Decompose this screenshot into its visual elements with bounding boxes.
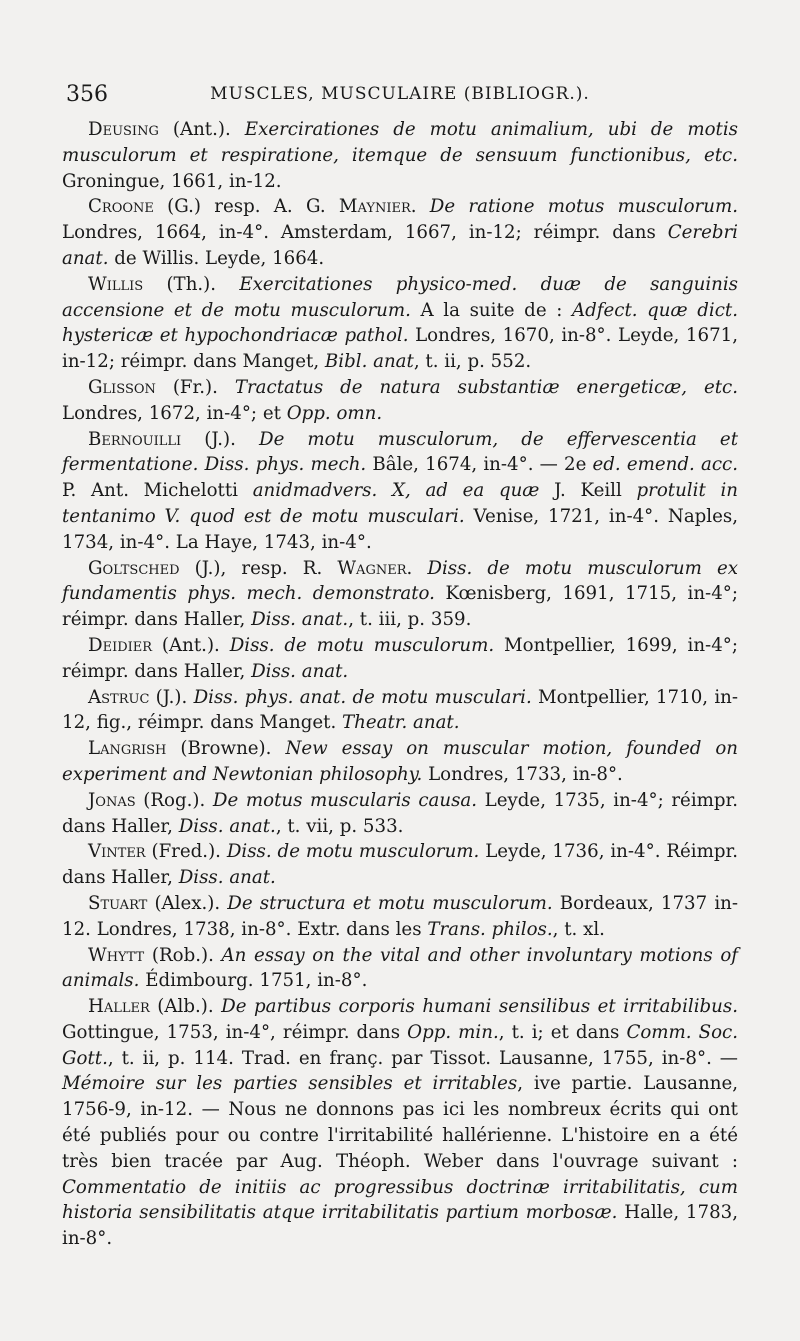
entry-coauthor: Maynier bbox=[338, 196, 411, 218]
entry-coauthor-suffix: . bbox=[406, 557, 428, 579]
entry-title: Diss. de motu musculorum ex fundamentis phys. mech. demonstrato. bbox=[62, 557, 738, 605]
entry-author: Jonas bbox=[88, 789, 136, 811]
entry-author-suffix: (Ant.). bbox=[158, 119, 245, 140]
entry-title: De motu musculorum, de effervescentia et fermentatione. Diss. phys. mech. bbox=[62, 428, 739, 476]
entry-author-suffix: (Ant.). bbox=[152, 634, 230, 656]
bibliography-entry bbox=[62, 375, 738, 427]
entry-ref-title: Diss. anat. bbox=[178, 867, 276, 889]
entry-details: , t. iii, p. 359. bbox=[348, 609, 472, 631]
entry-details: , t. ii, p. 552. bbox=[413, 351, 532, 373]
entry-author: Whytt bbox=[88, 944, 145, 966]
entry-title: Exercitationes physico-med. duæ de sanguinis accensione et de motu musculorum. bbox=[62, 273, 738, 321]
bibliography-entry bbox=[62, 994, 738, 1252]
entry-ref-title: Commentatio de initiis ac progressibus doctrinæ irritabilitatis, cum historia sensibilitatis atque irritabilitatis partium morbosæ. bbox=[62, 1176, 738, 1224]
entry-details: Bâle, 1674, in-4°. — 2e bbox=[366, 454, 593, 476]
bibliography-entry bbox=[62, 943, 738, 995]
entry-details: P. Ant. Michelotti bbox=[62, 480, 253, 502]
entry-author: Stuart bbox=[88, 892, 148, 914]
entry-title: Exercirationes de motu animalium, ubi de motis musculorum et respiratione, itemque de sensuum functionibus, etc. bbox=[62, 119, 738, 166]
bibliography-entry bbox=[62, 839, 738, 891]
entry-details: J. Keill bbox=[539, 480, 637, 502]
entry-author: Bernouilli bbox=[88, 428, 182, 450]
entry-author-suffix: (Alex.). bbox=[147, 892, 228, 914]
entry-ref-title: Adfect. quæ dict. hystericæ et hypochondriacæ pathol. bbox=[62, 299, 738, 347]
entry-details: , ive partie. Lausanne, 1756-9, in-12. — Nous ne donnons pas ici les nombreux écrits qui ont été publiés pour ou contre l'irritabilité hallérienne. L'histoire en a été très bien tracée par Aug. Théoph. Weber dans l'ouvrage suivant : bbox=[62, 1073, 738, 1172]
entry-details: , t. xl. bbox=[552, 918, 605, 940]
entry-title: Diss. de motu musculorum. bbox=[226, 841, 480, 863]
entry-title: De ratione motus musculorum. bbox=[429, 196, 738, 218]
entry-author: Deidier bbox=[88, 634, 153, 656]
entry-ref-title: Trans. philos. bbox=[427, 918, 553, 940]
entry-ref-title: Mémoire sur les parties sensibles et irritables bbox=[62, 1073, 518, 1095]
entry-details: Leyde, 1736, in-4°. Réimpr. dans Haller, bbox=[62, 841, 738, 889]
entry-author-suffix: (Rog.). bbox=[135, 789, 213, 811]
page-number: 356 bbox=[66, 82, 108, 107]
entry-ref-title: Opp. omn. bbox=[286, 402, 383, 424]
entry-ref-title: Comm. Soc. Gott. bbox=[62, 1021, 739, 1069]
entry-author-suffix: (J.). bbox=[149, 686, 194, 708]
entry-details: , t. i; et dans bbox=[498, 1021, 627, 1043]
bibliography-entry bbox=[62, 736, 738, 788]
entry-author: Goltsched bbox=[88, 557, 180, 579]
entry-title: De motus muscularis causa. bbox=[212, 789, 478, 811]
entry-details: Gottingue, 1753, in-4°, réimpr. dans bbox=[62, 1021, 408, 1043]
entry-details: de Willis. Leyde, 1664. bbox=[108, 247, 325, 269]
entry-ref-title: Diss. anat. bbox=[251, 660, 349, 682]
bibliography-entry bbox=[62, 556, 738, 633]
entry-author: Vinter bbox=[88, 841, 146, 863]
entry-author: Haller bbox=[88, 996, 150, 1018]
entry-details: Londres, 1733, in-8°. bbox=[422, 763, 623, 785]
running-head: MUSCLES, MUSCULAIRE (BIBLIOGR.). bbox=[210, 84, 590, 104]
entry-ref-title: Theatr. anat. bbox=[342, 712, 460, 734]
bibliography-entry bbox=[62, 117, 738, 194]
entry-ref-title: Diss. anat. bbox=[178, 815, 276, 837]
entry-details: Leyde, 1735, in-4°; réimpr. dans Haller, bbox=[62, 789, 739, 837]
entry-author-suffix: (J.). bbox=[181, 428, 259, 450]
entry-ref-title: Cerebri anat. bbox=[62, 222, 738, 269]
entry-details: , t. vii, p. 533. bbox=[275, 815, 404, 837]
entry-author-suffix: (Rob.). bbox=[144, 944, 222, 966]
bibliography-list bbox=[62, 117, 738, 1252]
bibliography-entry bbox=[62, 891, 738, 943]
entry-details: , t. ii, p. 114. Trad. en franç. par Tissot. Lausanne, 1755, in-8°. — bbox=[107, 1047, 738, 1069]
entry-coauthor: Wagner bbox=[337, 557, 407, 579]
entry-details: Montpellier, 1710, in-12, fig., réimpr. dans Manget. bbox=[62, 686, 738, 734]
entry-details: Londres, 1672, in-4°; et bbox=[62, 402, 287, 424]
entry-author-suffix: (Browne). bbox=[166, 738, 286, 760]
entry-author: Glisson bbox=[88, 376, 156, 398]
page-header bbox=[62, 82, 738, 112]
bibliography-entry bbox=[62, 272, 738, 375]
entry-author: Willis bbox=[88, 273, 144, 295]
entry-details: Bordeaux, 1737 in-12. Londres, 1738, in-8°. Extr. dans les bbox=[62, 892, 738, 940]
entry-details: Londres, 1670, in-8°. Leyde, 1671, in-12; réimpr. dans Manget, bbox=[62, 325, 738, 373]
entry-ref-title: Diss. anat. bbox=[251, 609, 349, 631]
entry-author: Deusing bbox=[88, 119, 159, 140]
entry-ref-title: protulit in tentanimo V. quod est de motu musculari. bbox=[62, 480, 738, 527]
entry-title: De structura et motu musculorum. bbox=[227, 892, 553, 914]
entry-author-suffix: (Fred.). bbox=[145, 841, 227, 863]
bibliography-entry bbox=[62, 194, 738, 271]
bibliography-entry bbox=[62, 788, 738, 840]
entry-author-suffix: (Alb.). bbox=[149, 996, 222, 1018]
entry-details: Venise, 1721, in-4°. Naples, 1734, in-4°. La Haye, 1743, in-4°. bbox=[62, 505, 738, 553]
entry-author: Astruc bbox=[88, 686, 150, 708]
entry-title: Diss. phys. anat. de motu musculari. bbox=[193, 686, 532, 708]
entry-author-suffix: (Fr.). bbox=[155, 376, 235, 398]
bibliography-entry bbox=[62, 427, 738, 556]
entry-details: Montpellier, 1699, in-4°; réimpr. dans Haller, bbox=[62, 634, 738, 682]
entry-title: Tractatus de natura substantiæ energeticæ, etc. bbox=[234, 376, 739, 398]
entry-details: A la suite de : bbox=[410, 299, 572, 321]
entry-title: New essay on muscular motion, founded on experiment and Newtonian philosophy. bbox=[62, 738, 739, 785]
bibliography-entry bbox=[62, 685, 738, 737]
entry-details: Édimbourg. 1751, in-8°. bbox=[139, 970, 368, 992]
entry-title: De partibus corporis humani sensilibus et irritabilibus. bbox=[221, 996, 738, 1018]
bibliography-entry bbox=[62, 633, 738, 685]
entry-ref-title: ed. emend. acc. bbox=[592, 454, 738, 476]
entry-coauthor-suffix: . bbox=[410, 196, 430, 218]
entry-details: Halle, 1783, in-8°. bbox=[62, 1202, 738, 1250]
entry-details: Kœnisberg, 1691, 1715, in-4°; réimpr. dans Haller, bbox=[62, 583, 738, 631]
entry-ref-title: Bibl. anat bbox=[324, 351, 414, 373]
entry-details: Groningue, 1661, in-12. bbox=[62, 170, 282, 192]
entry-ref-title: anidmadvers. X, ad ea quæ bbox=[252, 480, 540, 502]
entry-author: Croone bbox=[88, 196, 154, 218]
entry-author: Langrish bbox=[88, 738, 167, 760]
entry-author-suffix: (Th.). bbox=[143, 273, 240, 295]
entry-author-suffix: (G.) resp. A. G. bbox=[153, 196, 339, 218]
entry-ref-title: Opp. min. bbox=[407, 1021, 499, 1043]
entry-title: Diss. de motu musculorum. bbox=[229, 634, 495, 656]
entry-author-suffix: (J.), resp. R. bbox=[179, 557, 338, 579]
entry-details: Londres, 1664, in-4°. Amsterdam, 1667, in-12; réimpr. dans bbox=[62, 222, 668, 244]
entry-title: An essay on the vital and other involuntary motions of animals. bbox=[62, 944, 739, 992]
